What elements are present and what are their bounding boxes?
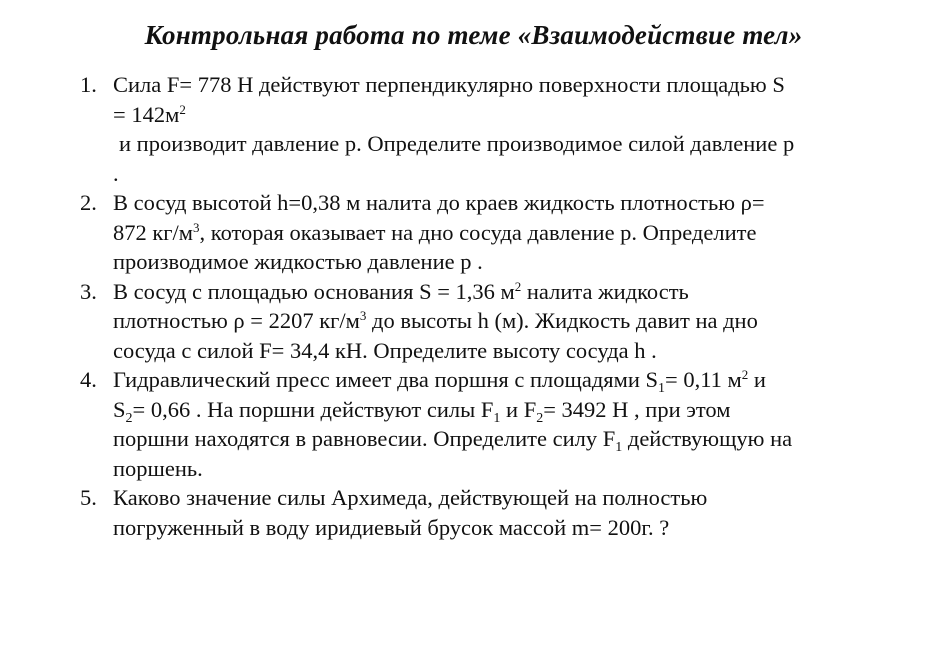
task-text: В сосуд с площадью основания S = 1,36 м (113, 278, 515, 304)
subscript: 1 (615, 440, 623, 455)
superscript: 2 (741, 367, 749, 382)
task-item (80, 70, 895, 188)
task-text: действующую на (622, 426, 793, 451)
task-text: погруженный в воду иридиевый брусок массой m= 200г. ? (113, 514, 670, 540)
task-text: = 0,11 м (665, 367, 742, 392)
task-text: = 142м (113, 101, 180, 127)
task-text: S (113, 396, 126, 422)
subscript: 2 (125, 410, 133, 426)
task-text: . (113, 160, 119, 186)
task-text: поршни находятся в равновесии. Определите силу F (113, 426, 616, 451)
task-text: плотностью ρ = 2207 кг/м (113, 308, 360, 333)
task-item (80, 483, 895, 542)
task-item (80, 277, 895, 366)
task-number: 4. (80, 367, 97, 392)
task-number: 2. (80, 190, 97, 215)
task-list (80, 70, 895, 542)
task-text: , которая оказывает на дно сосуда давление р. Определите (199, 219, 757, 245)
task-text: Гидравлический пресс имеет два поршня с площадями S (113, 367, 659, 392)
superscript: 2 (514, 278, 522, 294)
superscript: 2 (179, 101, 186, 117)
task-text: поршень. (113, 455, 203, 481)
superscript: 3 (193, 219, 200, 235)
superscript: 3 (359, 308, 367, 323)
task-item (80, 365, 895, 483)
task-number: 3. (80, 278, 97, 304)
task-text: производимое жидкостью давление р . (113, 249, 483, 274)
task-number: 5. (80, 485, 97, 510)
document-title: Контрольная работа по теме «Взаимодействие тел» (144, 20, 803, 50)
task-number: 1. (80, 72, 97, 97)
subscript: 1 (658, 381, 666, 396)
task-text: В сосуд высотой h=0,38 м налита до краев жидкость плотностью ρ= (113, 190, 765, 215)
subscript: 1 (493, 410, 501, 426)
task-text: и производит давление р. Определите производимое силой давление р (119, 131, 795, 156)
task-text: 872 кг/м (113, 219, 194, 245)
task-text: Сила F= 778 Н действуют перпендикулярно поверхности площадью S (113, 72, 785, 97)
task-text: = 0,66 . На поршни действуют силы F (132, 396, 494, 422)
task-text: налита жидкость (521, 278, 689, 304)
task-item (80, 188, 895, 277)
task-text: и (748, 367, 766, 392)
task-text: и F (500, 396, 537, 422)
task-text: до высоты h (м). Жидкость давит на дно (366, 308, 758, 333)
subscript: 2 (536, 410, 544, 426)
task-text: сосуда с силой F= 34,4 кН. Определите высоту сосуда h . (113, 337, 657, 363)
task-text: = 3492 Н , при этом (543, 396, 731, 422)
task-text: Каково значение силы Архимеда, действующей на полностью (113, 485, 708, 510)
